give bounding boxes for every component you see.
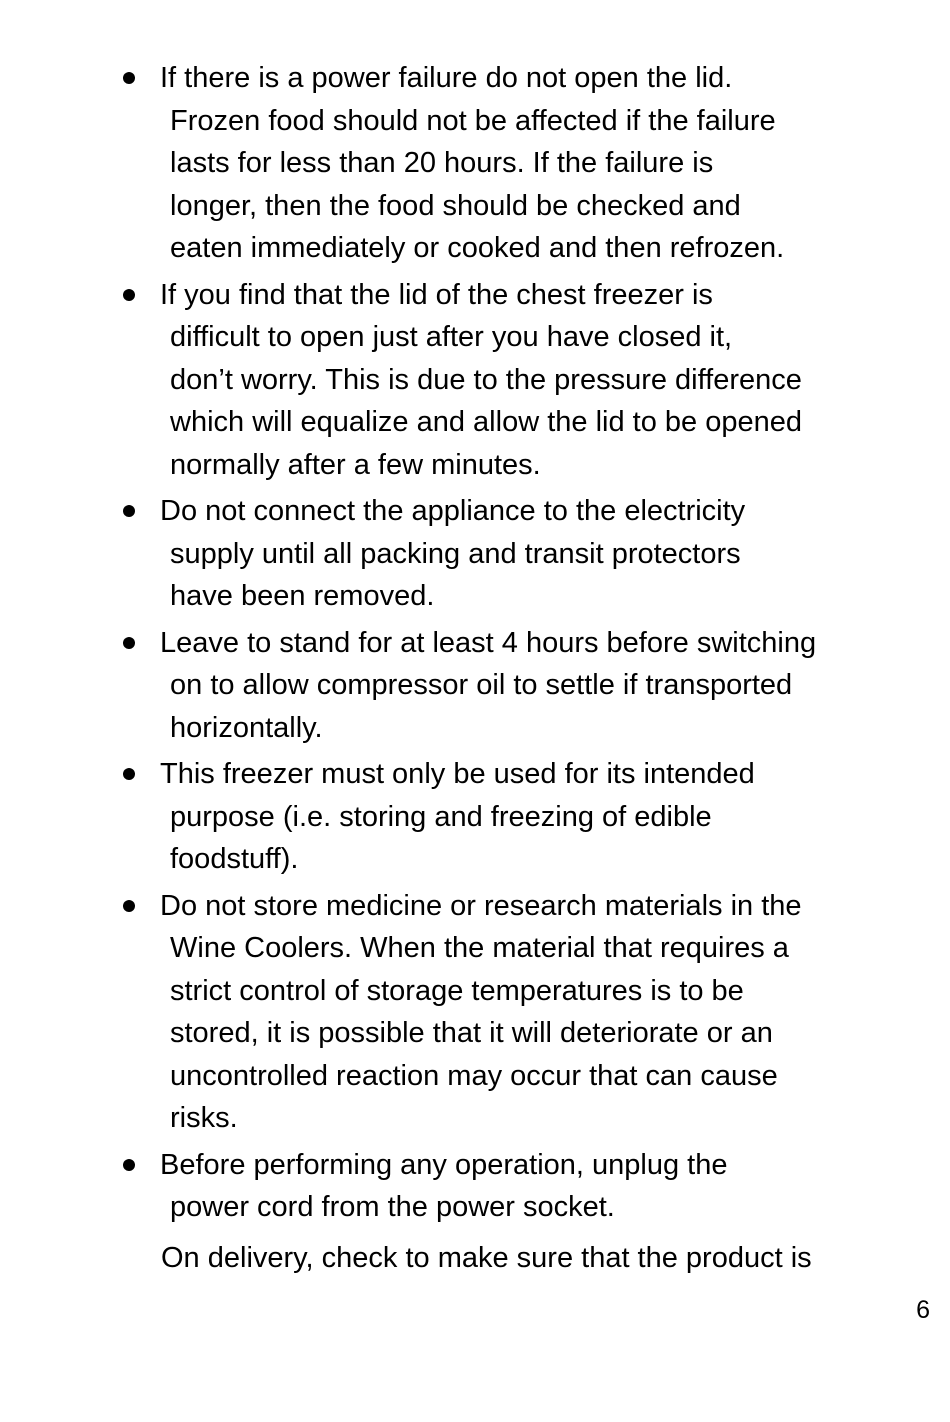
text-line: lasts for less than 20 hours. If the failure is xyxy=(170,147,714,179)
text-line: Do not store medicine or research materials in the xyxy=(160,889,802,922)
text-line: normally after a few minutes. xyxy=(170,448,541,481)
text-line: Wine Coolers. When the material that requires a xyxy=(170,932,789,964)
text-line: eaten immediately or cooked and then refrozen. xyxy=(170,232,785,264)
list-item xyxy=(0,622,950,750)
text-line: Do not connect the appliance to the electricity xyxy=(160,495,746,527)
bullet-icon xyxy=(123,505,135,517)
list-item xyxy=(0,885,950,1140)
text-line: foodstuff). xyxy=(170,843,299,875)
text-line: This freezer must only be used for its intended xyxy=(160,758,755,790)
list-item xyxy=(0,490,950,618)
text-line: on to allow compressor oil to settle if transported xyxy=(170,669,793,701)
text-line: have been removed. xyxy=(170,580,435,612)
text-line: purpose (i.e. storing and freezing of edible xyxy=(170,800,712,833)
text-line: Leave to stand for at least 4 hours before switching xyxy=(160,626,817,659)
text-line: longer, then the food should be checked and xyxy=(170,189,741,222)
text-line: horizontally. xyxy=(170,711,323,744)
text-line: If there is a power failure do not open the lid. xyxy=(160,62,733,94)
text-line: Frozen food should not be affected if the failure xyxy=(170,104,776,137)
page-number: 6 xyxy=(916,1296,930,1324)
bullet-icon xyxy=(123,289,135,301)
bullet-icon xyxy=(123,1159,135,1171)
list-item xyxy=(0,274,950,487)
trailing-paragraph: On delivery, check to make sure that the product is xyxy=(161,1242,812,1274)
text-line: power cord from the power socket. xyxy=(170,1191,615,1223)
text-line: don’t worry. This is due to the pressure difference xyxy=(170,363,802,396)
bullet-icon xyxy=(123,637,135,649)
list-item xyxy=(0,1144,950,1229)
text-line: difficult to open just after you have closed it, xyxy=(170,321,733,353)
list-item xyxy=(0,753,950,881)
text-line: stored, it is possible that it will deteriorate or an xyxy=(170,1017,773,1049)
text-line: supply until all packing and transit protectors xyxy=(170,537,741,570)
safety-bullet-list xyxy=(0,57,950,1233)
text-line: risks. xyxy=(170,1102,238,1134)
bullet-icon xyxy=(123,900,135,912)
bullet-icon xyxy=(123,72,135,84)
bullet-icon xyxy=(123,768,135,780)
text-line: If you find that the lid of the chest freezer is xyxy=(160,278,713,311)
text-line: strict control of storage temperatures is to be xyxy=(170,974,744,1007)
text-line: uncontrolled reaction may occur that can cause xyxy=(170,1059,778,1092)
list-item xyxy=(0,57,950,270)
text-line: Before performing any operation, unplug the xyxy=(160,1148,728,1181)
text-line: which will equalize and allow the lid to be opened xyxy=(170,406,802,438)
